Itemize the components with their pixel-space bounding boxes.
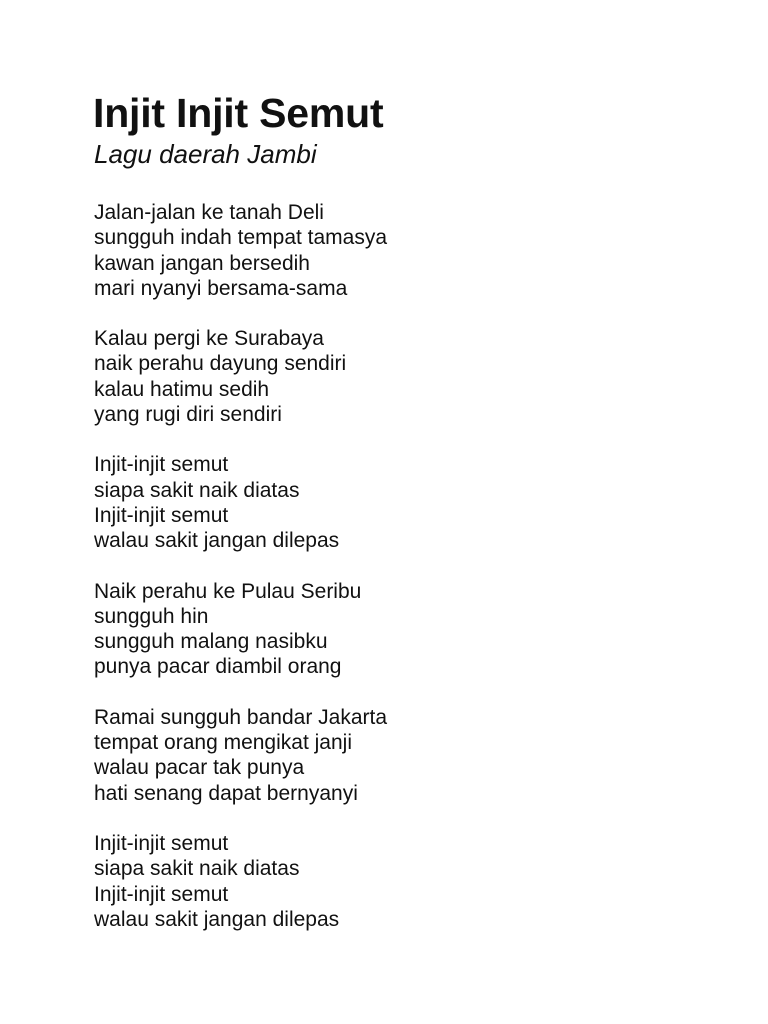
lyric-line: yang rugi diri sendiri — [94, 403, 282, 427]
verse-2 — [94, 326, 733, 427]
lyric-line: Naik perahu ke Pulau Seribu — [94, 579, 362, 603]
verse-4 — [94, 579, 733, 680]
lyric-line: Injit-injit semut — [94, 831, 229, 855]
lyric-line: Kalau pergi ke Surabaya — [94, 327, 324, 351]
lyric-line: walau sakit jangan dilepas — [94, 907, 340, 931]
verse-list — [93, 200, 733, 932]
lyric-line: sungguh indah tempat tamasya — [94, 226, 388, 250]
lyric-line: walau sakit jangan dilepas — [94, 529, 340, 553]
lyric-line: sungguh hin — [94, 604, 209, 628]
lyric-line: siapa sakit naik diatas — [94, 478, 300, 502]
song-title: Injit Injit Semut — [93, 90, 384, 136]
verse-1 — [94, 200, 733, 301]
verse-6 — [94, 831, 733, 932]
lyrics-page — [93, 88, 733, 957]
lyric-line: Injit-injit semut — [94, 453, 229, 477]
verse-5 — [94, 705, 733, 806]
lyric-line: punya pacar diambil orang — [94, 655, 342, 679]
verse-3 — [94, 452, 733, 553]
lyric-line: kalau hatimu sedih — [94, 377, 270, 401]
lyric-line: siapa sakit naik diatas — [94, 857, 300, 881]
lyric-line: sungguh malang nasibku — [94, 630, 328, 654]
lyric-line: hati senang dapat bernyanyi — [94, 781, 358, 805]
lyric-line: Injit-injit semut — [94, 503, 229, 527]
lyric-line: mari nyanyi bersama-sama — [94, 276, 348, 300]
lyric-line: tempat orang mengikat janji — [94, 731, 352, 755]
lyric-line: kawan jangan bersedih — [94, 251, 310, 275]
lyric-line: Ramai sungguh bandar Jakarta — [94, 705, 388, 729]
song-subtitle: Lagu daerah Jambi — [94, 139, 317, 169]
lyric-line: walau pacar tak punya — [94, 756, 305, 780]
lyric-line: Injit-injit semut — [94, 882, 229, 906]
lyric-line: naik perahu dayung sendiri — [94, 352, 347, 376]
lyric-line: Jalan-jalan ke tanah Deli — [94, 201, 324, 224]
